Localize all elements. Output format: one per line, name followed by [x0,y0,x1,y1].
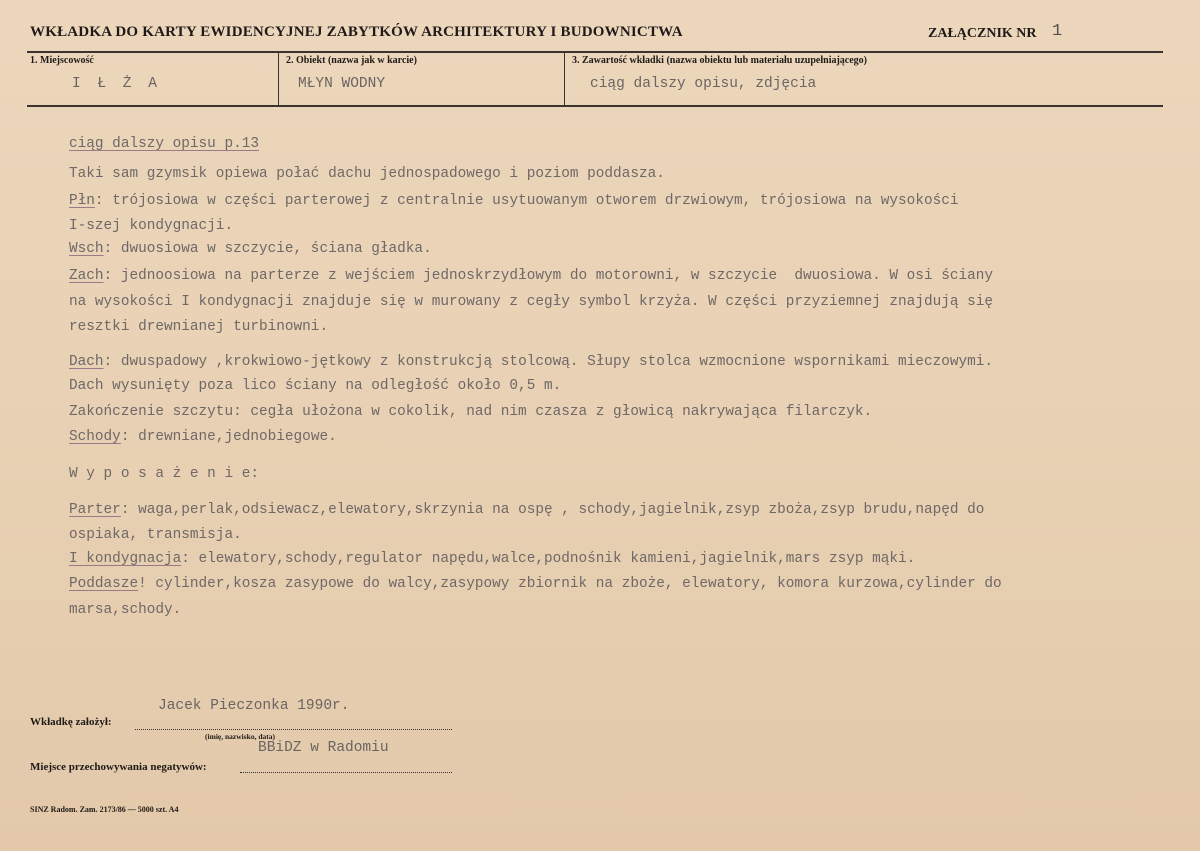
content-label: 3. Zawartość wkładki (nazwa obiektu lub materiału uzupełniającego) [572,55,868,66]
created-by-value: Jacek Pieczonka 1990r. [158,698,350,714]
body-line [69,429,337,445]
body-line [69,466,259,482]
annex-number: 1 [1052,22,1063,41]
field-divider-1 [278,51,279,106]
body-line [69,404,872,420]
created-by-label: Wkładkę założył: [30,716,112,728]
body-line-lead: Schody [69,429,121,445]
body-line [69,378,561,394]
annex-label: ZAŁĄCZNIK NR [928,26,1037,41]
body-line-text: W y p o s a ż e n i e: [69,466,259,482]
body-line [69,551,915,567]
body-line-text: : jednoosiowa na parterze z wejściem jednoskrzydłowym do motorowni, w szczycie dwuosiowa. W osi ściany [103,268,994,284]
body-line-text: ! cylinder,kosza zasypowe do walcy,zasypowy zbiornik na zboże, elewatory, komora kurzowa,cylinder do [138,576,1002,592]
body-line-lead: Zach [69,268,104,284]
body-line-text: : dwuspadowy ,krokwiowo-jętkowy z konstrukcją stolcową. Słupy stolca wzmocnione wspornikami mieczowymi. [103,354,994,370]
body-line [69,576,1002,592]
body-line-text: : elewatory,schody,regulator napędu,walce,podnośnik kamieni,jagielnik,mars zsyp mąki. [181,551,916,567]
body-line [69,319,328,335]
body-line [69,268,993,284]
body-line [69,241,432,257]
header-top-rule [27,51,1163,53]
field-divider-2 [564,51,565,106]
locality-label: 1. Miejscowość [30,55,94,66]
negatives-label: Miejsce przechowywania negatywów: [30,761,207,773]
body-line-text: : dwuosiowa w szczycie, ściana gładka. [103,241,432,257]
body-line [69,166,665,182]
body-line [69,294,993,310]
body-line-text: na wysokości I kondygnacji znajduje się w murowany z cegły symbol krzyża. W części przyziemnej znajdują się [69,294,994,310]
body-line-text: ospiaka, transmisja. [69,527,242,543]
created-by-caption: (imię, nazwisko, data) [205,732,275,741]
body-line-lead: Parter [69,502,121,518]
form-title: WKŁADKA DO KARTY EWIDENCYJNEJ ZABYTKÓW ARCHITEKTURY I BUDOWNICTWA [30,24,683,40]
body-line-lead: Płn [69,193,95,209]
body-line [69,527,242,543]
body-line-text: Zakończenie szczytu: cegła ułożona w cokolik, nad nim czasza z głowicą nakrywająca filarczyk. [69,404,873,420]
body-heading: ciąg dalszy opisu p.13 [69,136,259,152]
object-label: 2. Obiekt (nazwa jak w karcie) [286,55,417,66]
body-line-lead: Dach [69,354,104,370]
negatives-value: BBiDZ w Radomiu [258,740,389,756]
header-bottom-rule [27,105,1163,107]
body-line-lead: Poddasze [69,576,139,592]
body-line-text: marsa,schody. [69,602,182,618]
negatives-line [240,772,452,773]
body-line [69,218,233,234]
locality-value: I Ł Ż A [72,76,161,92]
body-line-text: : trójosiowa w części parterowej z centralnie usytuowanym otworem drzwiowym, trójosiowa na wysokości [94,193,959,209]
body-line-lead: I kondygnacja [69,551,182,567]
printer-note: SINZ Radom. Zam. 2173/86 — 5000 szt. A4 [30,805,179,814]
body-line-text: : drewniane,jednobiegowe. [120,429,337,445]
body-line-lead: Wsch [69,241,104,257]
body-line [69,602,181,618]
body-line-text: I-szej kondygnacji. [69,218,234,234]
body-line-text: Taki sam gzymsik opiewa połać dachu jednospadowego i poziom poddasza. [69,166,665,182]
object-value: MŁYN WODNY [298,76,386,92]
body-line-text: : waga,perlak,odsiewacz,elewatory,skrzynia na ospę , schody,jagielnik,zsyp zboża,zsyp brudu,napęd do [120,502,985,518]
created-by-line [135,729,452,730]
body-line [69,354,993,370]
content-value: ciąg dalszy opisu, zdjęcia [590,76,817,92]
body-line-text: Dach wysunięty poza lico ściany na odległość około 0,5 m. [69,378,562,394]
body-line [69,502,984,518]
body-line [69,193,959,209]
body-line-text: resztki drewnianej turbinowni. [69,319,329,335]
